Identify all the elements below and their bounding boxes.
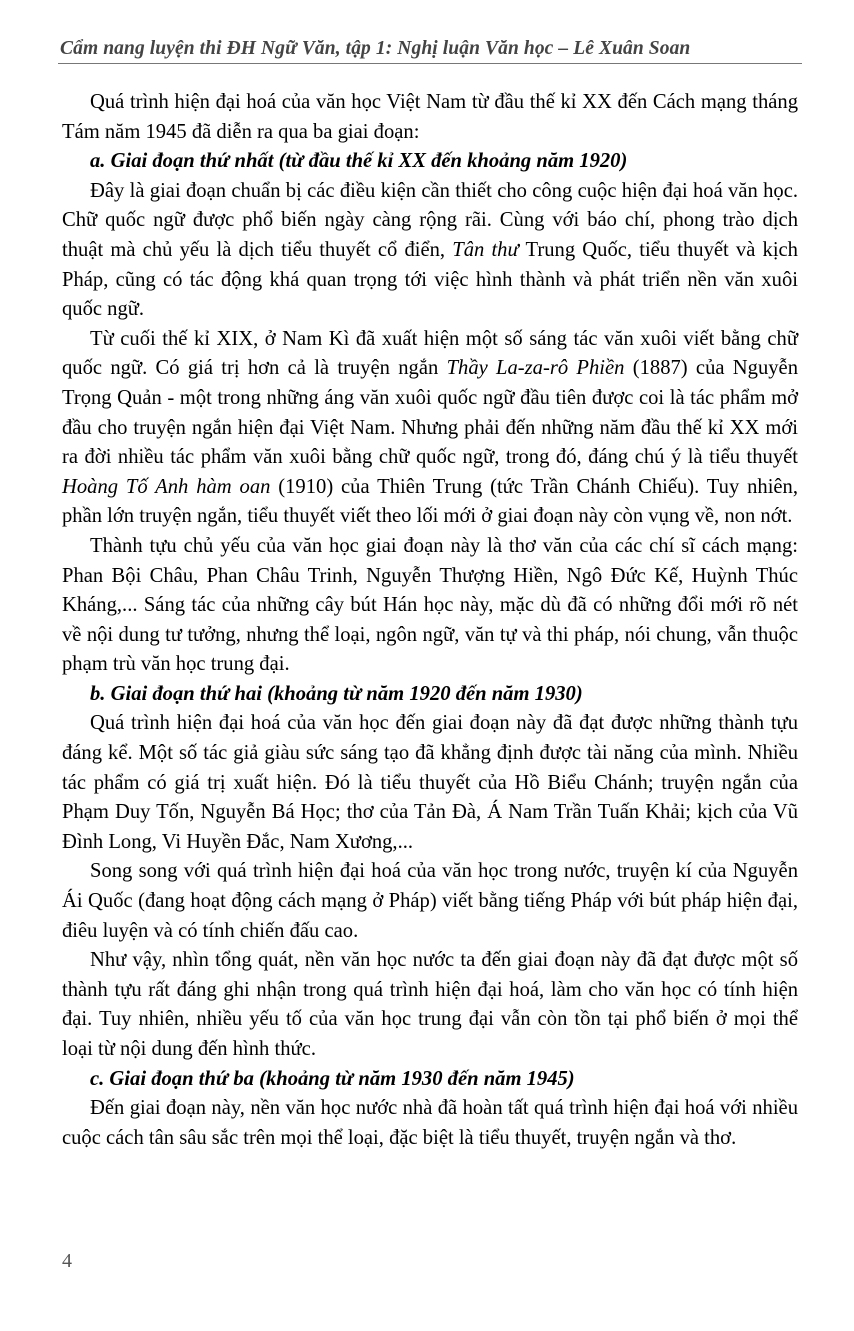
header-rule	[58, 63, 802, 64]
section-b-paragraph-3: Như vậy, nhìn tổng quát, nền văn học nước ta đến giai đoạn này đã đạt được một số thành tựu rất đáng ghi nhận trong quá trình hiện đại hoá, làm cho văn học có tính hiện đại. Tuy nhiên, nhiều yếu tố của văn học trung đại vẫn còn tồn tại phổ biến ở mọi thể loại từ nội dung đến hình thức.	[62, 949, 798, 1060]
text-run: Trung Quốc, tiểu thuyết và kịch Pháp, cũng có tác động khá quan trọng tới việc hình thành và phát triển nền văn xuôi quốc ngữ.	[62, 238, 798, 321]
book-title: Tân thư	[452, 238, 519, 261]
section-a-heading: a. Giai đoạn thứ nhất (từ đầu thế kỉ XX đến khoảng năm 1920)	[90, 150, 628, 173]
section-b-paragraph-2: Song song với quá trình hiện đại hoá của văn học trong nước, truyện kí của Nguyễn Ái Quốc (đang hoạt động cách mạng ở Pháp) viết bằng tiếng Pháp với bút pháp hiện đại, điêu luyện và có tính chiến đấu cao.	[62, 860, 798, 942]
section-c-paragraph-1: Đến giai đoạn này, nền văn học nước nhà đã hoàn tất quá trình hiện đại hoá với nhiều cuộc cách tân sâu sắc trên mọi thể loại, đặc biệt là tiểu thuyết, truyện ngắn và thơ.	[62, 1097, 798, 1149]
section-a-paragraph-3: Thành tựu chủ yếu của văn học giai đoạn này là thơ văn của các chí sĩ cách mạng: Phan Bội Châu, Phan Châu Trinh, Nguyễn Thượng Hiền, Ngô Đức Kế, Huỳnh Thúc Kháng,... Sáng tác của những cây bút Hán học này, mặc dù đã có những đổi mới rõ nét về nội dung tư tưởng, nhưng thể loại, ngôn ngữ, văn tự và thi pháp, nói chung, vẫn thuộc phạm trù văn học trung đại.	[62, 534, 798, 676]
section-b-paragraph-1: Quá trình hiện đại hoá của văn học đến giai đoạn này đã đạt được những thành tựu đáng kể. Một số tác giả giàu sức sáng tạo đã khẳng định được tài năng của mình. Nhiều tác phẩm có giá trị xuất hiện. Đó là tiểu thuyết của Hồ Biểu Chánh; truyện ngắn của Phạm Duy Tốn, Nguyễn Bá Học; thơ của Tản Đà, Á Nam Trần Tuấn Khải; kịch của Vũ Đình Long, Vi Huyền Đắc, Nam Xương,...	[62, 712, 798, 853]
text-run: Đây là giai đoạn chuẩn bị các điều kiện cần thiết cho công cuộc hiện đại hoá văn học. Chữ quốc ngữ được phổ biến ngày càng rộng rãi. Cùng với báo chí, phong trào dịch thuật mà chủ yếu là dịch tiểu thuyết cổ điển,	[62, 179, 798, 261]
running-header: Cẩm nang luyện thi ĐH Ngữ Văn, tập 1: Nghị luận Văn học – Lê Xuân Soan	[60, 38, 691, 59]
intro-paragraph: Quá trình hiện đại hoá của văn học Việt Nam từ đầu thế kỉ XX đến Cách mạng tháng Tám năm 1945 đã diễn ra qua ba giai đoạn:	[62, 91, 798, 143]
page-body	[62, 88, 798, 1153]
text-run: (1887) của Nguyễn Trọng Quản - một trong những áng văn xuôi quốc ngữ đầu tiên được coi là tác phẩm mở đầu cho truyện ngắn hiện đại Việt Nam. Nhưng phải đến những năm đầu thế kỉ XX mới ra đời nhiều tác phẩm văn xuôi bằng chữ quốc ngữ, trong đó, đáng chú ý là tiểu thuyết	[62, 357, 798, 469]
text-run: Từ cuối thế kỉ XIX, ở Nam Kì đã xuất hiện một số sáng tác văn xuôi viết bằng chữ quốc ngữ. Có giá trị hơn cả là truyện ngắn	[62, 327, 798, 380]
section-b-heading: b. Giai đoạn thứ hai (khoảng từ năm 1920 đến năm 1930)	[90, 682, 583, 705]
work-title: Hoàng Tố Anh hàm oan	[62, 475, 271, 498]
section-a-paragraph-1	[62, 177, 798, 325]
page-number: 4	[62, 1250, 72, 1272]
section-c-heading: c. Giai đoạn thứ ba (khoảng từ năm 1930 đến năm 1945)	[90, 1067, 575, 1090]
work-title: Thầy La-za-rô Phiền	[446, 357, 625, 380]
text-run: (1910) của Thiên Trung (tức Trần Chánh Chiếu). Tuy nhiên, phần lớn truyện ngắn, tiểu thuyết viết theo lối mới ở giai đoạn này còn vụng về, non nớt.	[62, 475, 799, 528]
section-a-paragraph-2	[62, 325, 798, 532]
